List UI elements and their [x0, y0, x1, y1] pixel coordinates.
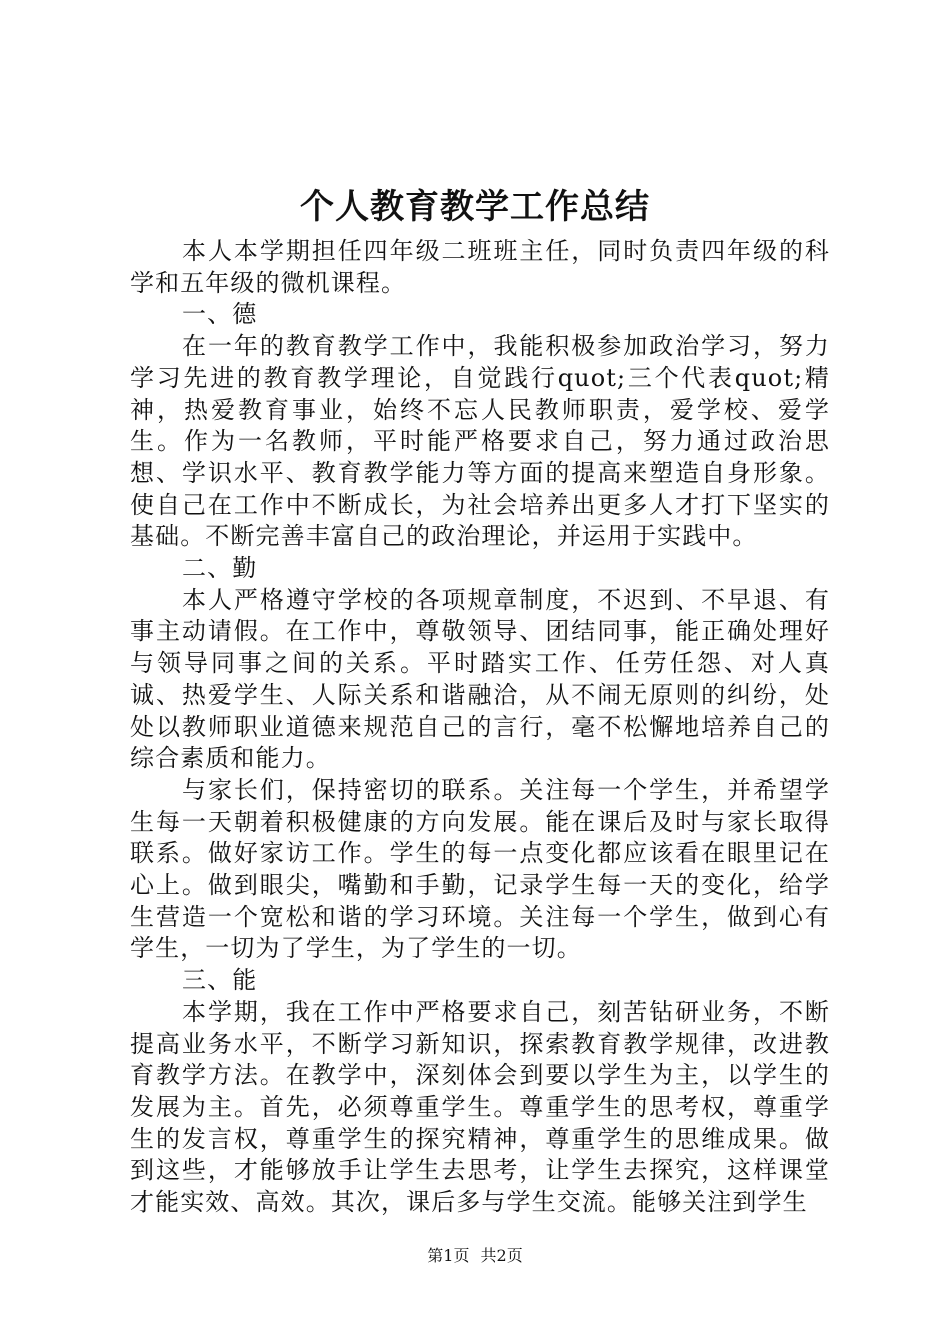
paragraph: 在一年的教育教学工作中，我能积极参加政治学习，努力学习先进的教育教学理论，自觉践行quot;三个代表quot;精神，热爱教育事业，始终不忘人民教师职责，爱学校、爱学生。作为一名教师，平时能严格要求自己，努力通过政治思想、学识水平、教育教学能力等方面的提高来塑造自身形象。使自己在工作中不断成长，为社会培养出更多人才打下坚实的基础。不断完善丰富自己的政治理论，并运用于实践中。	[130, 332, 830, 551]
section-heading: 三、能	[182, 966, 258, 995]
page-title: 个人教育教学工作总结	[300, 187, 650, 227]
section-heading: 二、勤	[182, 554, 258, 583]
paragraph: 与家长们，保持密切的联系。关注每一个学生，并希望学生每一天朝着积极健康的方向发展。能在课后及时与家长取得联系。做好家访工作。学生的每一点变化都应该看在眼里记在心上。做到眼尖，嘴勤和手勤，记录学生每一天的变化，给学生营造一个宽松和谐的学习环境。关注每一个学生，做到心有学生，一切为了学生，为了学生的一切。	[130, 775, 830, 963]
page-footer	[0, 1244, 950, 1268]
paragraph: 本人严格遵守学校的各项规章制度，不迟到、不早退、有事主动请假。在工作中，尊敬领导、团结同事，能正确处理好与领导同事之间的关系。平时踏实工作、任劳任怨、对人真诚、热爱学生、人际关系和谐融洽，从不闹无原则的纠纷，处处以教师职业道德来规范自己的言行，毫不松懈地培养自己的综合素质和能力。	[130, 585, 830, 773]
paragraph: 本人本学期担任四年级二班班主任，同时负责四年级的科学和五年级的微机课程。	[130, 237, 830, 297]
section-heading: 一、德	[182, 300, 258, 329]
page-number: 第1页	[427, 1246, 470, 1265]
page-total: 共2页	[480, 1246, 523, 1265]
document-body	[130, 236, 830, 1219]
paragraph: 本学期，我在工作中严格要求自己，刻苦钻研业务，不断提高业务水平，不断学习新知识，探索教育教学规律，改进教育教学方法。在教学中，深刻体会到要以学生为主，以学生的发展为主。首先，必须尊重学生。尊重学生的思考权，尊重学生的发言权，尊重学生的探究精神，尊重学生的思维成果。做到这些，才能够放手让学生去思考，让学生去探究，这样课堂才能实效、高效。其次，课后多与学生交流。能够关注到学生	[130, 997, 830, 1217]
